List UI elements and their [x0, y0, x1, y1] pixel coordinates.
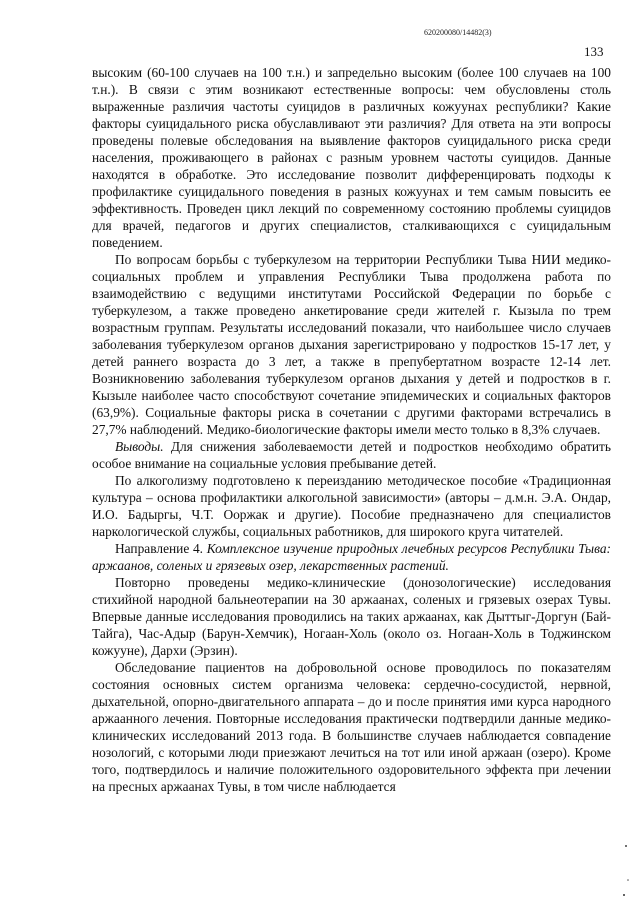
paragraph-suicide-research: высоким (60-100 случаев на 100 т.н.) и запредельно высоким (более 100 случаев на 100 т.н.). В связи с этим возникают естественные вопросы: чем обусловлены столь выраженные различия частоты суицидов в различных кожуунах республики? Какие факторы суицидального риска обуславливают эти различия? Для ответа на эти вопросы проведены полевые обследования на выявление факторов суицидального риска среди населения, проживающего в районах с разным уровнем частоты суицидов. Данные находятся в обработке. Это исследование позволит дифференцировать подходы к профилактике суицидального поведения в разных кожуунах и тем самым повысить ее эффективность. Проведен цикл лекций по современному состоянию проблемы суицидов для врачей, педагогов и других специалистов, сталкивающихся с суицидальным поведением. — [92, 65, 611, 250]
conclusions-text: Для снижения заболеваемости детей и подростков необходимо обратить особое внимание на социальные условия пребывание детей. — [92, 439, 611, 471]
paragraph-balneotherapy: Повторно проведены медико-клинические (донозологические) исследования стихийной народной бальнеотерапии на 30 аржаанах, соленых и грязевых озерах Тувы. Впервые данные исследования проводились на таких аржаанах, как Дыттыг-Доргун (Бай-Тайга), Час-Адыр (Барун-Хемчик), Ногаан-Холь (около оз. Ногаан-Холь в Тоджинском кожууне), Дархи (Эрзин). — [92, 575, 611, 658]
paragraph-conclusions — [92, 438, 611, 472]
paragraph-direction-4 — [92, 540, 611, 574]
paragraph-tuberculosis: По вопросам борьбы с туберкулезом на территории Республики Тыва НИИ медико-социальных проблем и управления Республики Тыва продолжена работа по взаимодействию с ведущими институтами Российской Федерации по борьбе с туберкулезом, а также проведено анкетирование среди жителей г. Кызыла по трем возрастным группам. Результаты исследований показали, что наибольшее число случаев заболевания туберкулезом органов дыхания зарегистрировано у подростков 15-17 лет, у детей раннего возраста до 3 лет, а также в препубертатном возрасте 12-14 лет. Возникновению заболевания туберкулезом органов дыхания у детей и подростков в г. Кызыле наиболее часто способствуют сочетание эпидемических и социальных факторов (63,9%). Социальные факторы риска в сочетании с другими факторами встречались в 27,7% наблюдений. Медико-биологические факторы имели место только в 8,3% случаев. — [92, 252, 611, 437]
document-number: 620200080/14482(3) — [424, 28, 492, 37]
page-body — [92, 64, 611, 795]
page-number: 133 — [584, 44, 604, 59]
paragraph-patient-examination: Обследование пациентов на добровольной основе проводилось по показателям состояния основных систем организма человека: сердечно-сосудистой, нервной, дыхательной, опорно-двигательного аппарата – до и после принятия ими курса народного аржаанного лечения. Повторные исследования практически подтвердили данные медико-клинических исследований 2013 года. В большинстве случаев наблюдается совпадение нозологий, с которыми люди приезжают лечиться на тот или иной аржаан (озеро). Кроме того, подтвердилось и наличие положительного оздоровительного эффекта при лечении на пресных аржаанах Тувы, в том числе наблюдается — [92, 660, 611, 794]
conclusions-lead: Выводы. — [115, 439, 164, 454]
direction-4-title: Комплексное изучение природных лечебных ресурсов Республики Тыва: аржаанов, соленых и грязевых озер, лекарственных растений. — [92, 541, 611, 573]
scan-specks — [608, 840, 638, 900]
direction-4-lead: Направление 4. — [115, 541, 204, 556]
paragraph-alcoholism: По алкоголизму подготовлено к переизданию методическое пособие «Традиционная культура – основа профилактики алкогольной зависимости» (авторы – д.м.н. Э.А. Ондар, И.О. Бадыргы, Ч.Т. Ооржак и другие). Пособие предназначено для специалистов наркологической службы, социальных работников, для широкого круга читателей. — [92, 473, 611, 539]
